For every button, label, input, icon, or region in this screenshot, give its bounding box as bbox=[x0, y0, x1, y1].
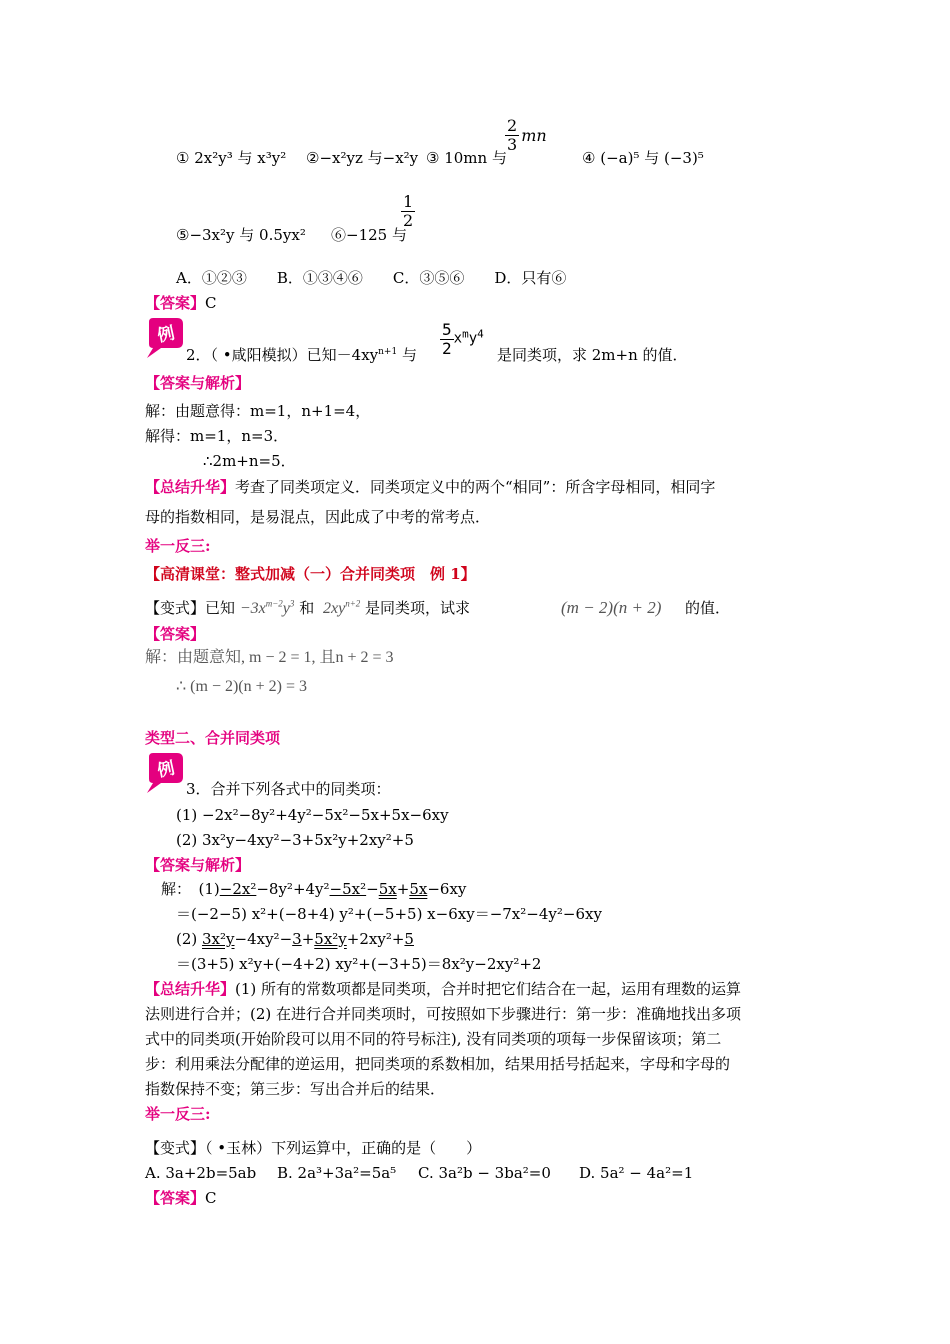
q3-summary-1 bbox=[145, 980, 741, 998]
marked-term: −2x² bbox=[219, 880, 257, 898]
variant-label: 【变式】 bbox=[145, 599, 206, 617]
variant1-solution-1: 解：由题意知, m − 2 = 1, 且n + 2 = 3 bbox=[145, 649, 394, 666]
q1-item-3: ③ 10mn 与 bbox=[426, 149, 507, 167]
variant-text-a: 已知 bbox=[205, 599, 236, 617]
practice-heading-1: 举一反三: bbox=[145, 537, 211, 555]
q3-summary-2: 法则进行合并；(2) 在进行合并同类项时，可按照如下步骤进行：第一步：准确地找出多项 bbox=[145, 1005, 742, 1023]
fraction-numerator: 1 bbox=[403, 192, 414, 211]
marked-term: 3x²y bbox=[202, 930, 235, 948]
q2-solution-3: ∴2m+n=5． bbox=[203, 452, 296, 470]
q2-text-a: 2．（ •咸阳模拟）已知－4xy bbox=[186, 346, 379, 364]
q3-summary-4: 步：利用乘法分配律的逆运用，把同类项的系数相加，结果用括号括起来，字母和字母的 bbox=[145, 1055, 731, 1073]
q1-answer bbox=[145, 294, 217, 312]
fraction-denominator: 3 bbox=[507, 134, 518, 154]
variant1-end: 的值． bbox=[685, 599, 731, 617]
fraction-variable: mn bbox=[521, 125, 547, 145]
q3-solution-2: ＝(−2−5) x²+(−8+4) y²+(−5+5) x−6xy＝−7x²−4y²−6xy bbox=[176, 905, 602, 923]
q3-part-2: (2) 3x²y−4xy²−3+5x²y+2xy²+5 bbox=[176, 831, 414, 849]
example-badge-icon bbox=[143, 753, 187, 793]
q3-summary-3: 式中的同类项(开始阶段可以用不同的符号标注), 没有同类项的项每一步保留该项；第二 bbox=[145, 1030, 722, 1048]
variant1-answer-label: 【答案】 bbox=[145, 625, 206, 643]
variant-label: 【变式】 bbox=[145, 1139, 206, 1157]
q2-exponent: n+1 bbox=[378, 347, 398, 357]
fraction-numerator: 2 bbox=[507, 116, 518, 135]
summary-text: 考查了同类项定义．同类项定义中的两个“相同”：所含字母相同，相同字 bbox=[235, 478, 716, 496]
var-x: x bbox=[453, 330, 463, 347]
variant2-option-c: C. 3a²b − 3ba²=0 bbox=[418, 1164, 551, 1182]
summary-label: 【总结升华】 bbox=[145, 980, 236, 998]
badge-text: 例 bbox=[155, 323, 177, 347]
variant2-option-d: D. 5a² − 4a²=1 bbox=[579, 1164, 694, 1182]
answer-label: 【答案】 bbox=[145, 1189, 206, 1207]
hd-class-heading: 【高清课堂：整式加减（一）合并同类项 例 1】 bbox=[145, 565, 476, 583]
marked-term: 5x²y bbox=[314, 930, 347, 948]
marked-term: 3 bbox=[292, 930, 302, 948]
q3-solution-4: ＝(3+5) x²y+(−4+2) xy²+(−3+5)＝8x²y−2xy²+2 bbox=[176, 955, 542, 973]
q2-fraction-expr bbox=[440, 321, 484, 357]
variant2-option-a: A. 3a+2b=5ab bbox=[145, 1164, 257, 1182]
var-y: y bbox=[468, 330, 478, 347]
marked-term: 5x bbox=[378, 880, 397, 898]
q1-item-6-fraction bbox=[401, 193, 415, 229]
variant1-statement bbox=[145, 599, 470, 618]
variant2-option-b: B. 2a³+3a²=5a⁵ bbox=[277, 1164, 397, 1182]
exp-4: 4 bbox=[477, 327, 484, 341]
badge-text: 例 bbox=[155, 758, 177, 782]
q1-item-1: ① 2x²y³ 与 x³y² bbox=[176, 149, 287, 167]
fraction-numerator: 5 bbox=[442, 320, 452, 339]
q2-text-tail: 与 bbox=[397, 346, 417, 364]
summary-text: (1) 所有的常数项都是同类项，合并时把它们结合在一起，运用有理数的运算 bbox=[235, 980, 742, 998]
q1-item-5: ⑤−3x²y 与 0.5yx² bbox=[176, 226, 306, 244]
type2-heading: 类型二、合并同类项 bbox=[145, 729, 281, 747]
q2-statement-end: 是同类项，求 2m+n 的值． bbox=[497, 346, 688, 364]
marked-term: 5x bbox=[409, 880, 428, 898]
variant1-expr2: $2xy^{n+2}$ bbox=[322, 598, 361, 617]
q3-solution-1: 解： (1)−2x²−8y²+4y²−5x²−5x+5x−6xy bbox=[161, 880, 467, 898]
q3-solution-3: (2) 3x²y−4xy²−3+5x²y+2xy²+5 bbox=[176, 930, 414, 948]
q2-summary-1 bbox=[145, 478, 715, 496]
q1-item-6: ⑥−125 与 bbox=[331, 226, 407, 244]
fraction-denominator: 2 bbox=[442, 338, 452, 358]
q3-intro: 3．合并下列各式中的同类项： bbox=[186, 780, 391, 798]
q3-answer-label: 【答案与解析】 bbox=[145, 856, 251, 874]
answer-label: 【答案】 bbox=[145, 294, 206, 312]
q2-statement bbox=[186, 346, 417, 364]
variant1-solution-2: ∴ (m − 2)(n + 2) = 3 bbox=[176, 678, 308, 695]
answer-value: C bbox=[205, 294, 217, 312]
variant1-expr1: $-3x^{m-2}y^3$ bbox=[239, 598, 295, 617]
variant-text: （ •玉林）下列运算中，正确的是（ ） bbox=[205, 1139, 482, 1157]
q2-answer-label: 【答案与解析】 bbox=[145, 374, 251, 392]
q1-item-4: ④ (−a)⁵ 与 (−3)⁵ bbox=[582, 149, 704, 167]
q2-summary-2: 母的指数相同，是易混点，因此成了中考的常考点． bbox=[145, 508, 491, 526]
q3-part-1: (1) −2x²−8y²+4y²−5x²−5x+5x−6xy bbox=[176, 806, 449, 824]
marked-term: 5 bbox=[404, 930, 414, 948]
q2-solution-2: 解得：m=1，n=3． bbox=[145, 427, 289, 445]
q1-item-3-fraction bbox=[505, 117, 547, 153]
q2-solution-1: 解：由题意得：m=1，n+1=4， bbox=[145, 402, 371, 420]
variant2-answer bbox=[145, 1189, 217, 1207]
variant-text-b: 是同类项，试求 bbox=[365, 599, 471, 617]
example-badge-icon bbox=[143, 318, 187, 358]
variant2-statement bbox=[145, 1139, 481, 1157]
practice-heading-2: 举一反三: bbox=[145, 1105, 211, 1123]
q1-item-2: ②−x²yz 与−x²y bbox=[306, 149, 419, 167]
exp-m: m bbox=[462, 327, 469, 341]
q3-summary-5: 指数保持不变；第三步：写出合并后的结果． bbox=[145, 1080, 446, 1098]
summary-label: 【总结升华】 bbox=[145, 478, 236, 496]
fraction-denominator: 2 bbox=[403, 210, 414, 230]
marked-term: −5x² bbox=[329, 880, 367, 898]
answer-value: C bbox=[205, 1189, 217, 1207]
variant-and: 和 bbox=[299, 599, 315, 617]
variant1-target: (m − 2)(n + 2) bbox=[561, 598, 662, 617]
q1-options: A．①②③ B．①③④⑥ C．③⑤⑥ D．只有⑥ bbox=[176, 269, 567, 287]
